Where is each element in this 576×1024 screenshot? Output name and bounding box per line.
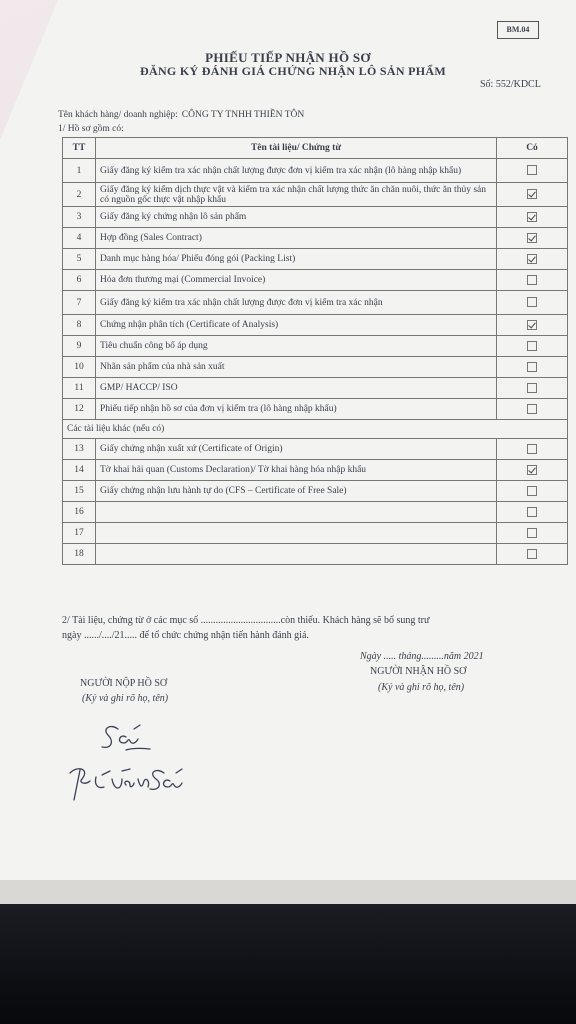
row-number: 1: [63, 159, 96, 183]
row-document-name: Chứng nhận phân tích (Certificate of Analysis): [96, 315, 497, 336]
table-row: [63, 544, 568, 565]
row-check-cell: [497, 228, 568, 249]
table-row: [63, 357, 568, 378]
document-checklist-table: [62, 137, 568, 565]
checkbox[interactable]: [527, 362, 537, 372]
table-row: [63, 315, 568, 336]
row-document-name: [96, 523, 497, 544]
receiver-sign-hint: (Ký và ghi rõ họ, tên): [378, 682, 465, 693]
other-docs-row: [63, 420, 568, 439]
table-row: [63, 523, 568, 544]
checkbox[interactable]: [527, 320, 537, 330]
date-line: Ngày ..... tháng.........năm 2021: [360, 651, 484, 662]
row-number: 13: [63, 439, 96, 460]
row-number: 16: [63, 502, 96, 523]
dossier-label: 1/ Hồ sơ gồm có:: [58, 124, 124, 134]
table-header-row: [63, 138, 568, 159]
table-row: [63, 481, 568, 502]
row-number: 10: [63, 357, 96, 378]
row-check-cell: [497, 460, 568, 481]
row-document-name: Hóa đơn thương mại (Commercial Invoice): [96, 270, 497, 291]
row-number: 12: [63, 399, 96, 420]
row-number: 14: [63, 460, 96, 481]
missing-items-note: 2/ Tài liệu, chứng từ ở các mục số ................................còn thiếu. Khách hàng sẽ bổ sung trư: [62, 615, 430, 626]
table-row: [63, 439, 568, 460]
row-check-cell: [497, 183, 568, 207]
header-name: Tên tài liệu/ Chứng từ: [96, 138, 497, 159]
receiver-title: NGƯỜI NHẬN HỒ SƠ: [370, 666, 467, 677]
row-check-cell: [497, 159, 568, 183]
row-number: 17: [63, 523, 96, 544]
table-row: [63, 270, 568, 291]
row-document-name: Tiêu chuẩn công bố áp dụng: [96, 336, 497, 357]
checkbox[interactable]: [527, 549, 537, 559]
row-document-name: Phiếu tiếp nhận hồ sơ của đơn vị kiểm tra (lô hàng nhập khẩu): [96, 399, 497, 420]
submitter-title: NGƯỜI NỘP HỒ SƠ: [80, 678, 168, 689]
row-document-name: Danh mục hàng hóa/ Phiếu đóng gói (Packing List): [96, 249, 497, 270]
row-document-name: [96, 544, 497, 565]
table-row: [63, 207, 568, 228]
checkbox[interactable]: [527, 297, 537, 307]
checkbox[interactable]: [527, 465, 537, 475]
document-subtitle: ĐĂNG KÝ ĐÁNH GIÁ CHỨNG NHẬN LÔ SẢN PHẨM: [140, 64, 446, 78]
row-check-cell: [497, 378, 568, 399]
row-number: 15: [63, 481, 96, 502]
row-document-name: [96, 502, 497, 523]
customer-line: [58, 110, 304, 120]
table-row: [63, 183, 568, 207]
row-number: 18: [63, 544, 96, 565]
row-number: 11: [63, 378, 96, 399]
table-row: [63, 336, 568, 357]
customer-label: Tên khách hàng/ doanh nghiệp:: [58, 110, 178, 120]
row-number: 4: [63, 228, 96, 249]
row-document-name: Nhãn sản phẩm của nhà sản xuất: [96, 357, 497, 378]
row-number: 6: [63, 270, 96, 291]
row-check-cell: [497, 502, 568, 523]
checkbox[interactable]: [527, 528, 537, 538]
row-document-name: Giấy chứng nhận lưu hành tự do (CFS – Certificate of Free Sale): [96, 481, 497, 502]
row-check-cell: [497, 336, 568, 357]
form-code: BM.04: [497, 21, 539, 39]
submitter-sign-hint: (Ký và ghi rõ họ, tên): [82, 693, 169, 704]
header-tt: TT: [63, 138, 96, 159]
document-number: Số: 552/KDCL: [480, 79, 541, 90]
checkbox[interactable]: [527, 404, 537, 414]
row-check-cell: [497, 249, 568, 270]
row-check-cell: [497, 291, 568, 315]
sheet-bottom-edge: [0, 880, 576, 904]
customer-value: CÔNG TY TNHH THIỀN TÔN: [181, 110, 305, 120]
row-check-cell: [497, 207, 568, 228]
checkbox[interactable]: [527, 444, 537, 454]
checkbox[interactable]: [527, 212, 537, 222]
row-document-name: Hợp đồng (Sales Contract): [96, 228, 497, 249]
table-row: [63, 378, 568, 399]
header-co: Có: [497, 138, 568, 159]
table-row: [63, 291, 568, 315]
row-number: 9: [63, 336, 96, 357]
row-check-cell: [497, 357, 568, 378]
table-row: [63, 159, 568, 183]
row-check-cell: [497, 481, 568, 502]
row-number: 7: [63, 291, 96, 315]
row-document-name: GMP/ HACCP/ ISO: [96, 378, 497, 399]
row-check-cell: [497, 399, 568, 420]
row-check-cell: [497, 523, 568, 544]
row-document-name: Giấy đăng ký kiểm tra xác nhận chất lượng được đơn vị kiểm tra xác nhận: [96, 291, 497, 315]
row-number: 3: [63, 207, 96, 228]
checkbox[interactable]: [527, 383, 537, 393]
row-document-name: Tờ khai hải quan (Customs Declaration)/ Tờ khai hàng hóa nhập khẩu: [96, 460, 497, 481]
supplement-date-note: ngày ....../..../21..... để tổ chức chứng nhận tiến hành đánh giá.: [62, 630, 309, 641]
row-check-cell: [497, 439, 568, 460]
row-document-name: Giấy chứng nhận xuất xứ (Certificate of Origin): [96, 439, 497, 460]
table-row: [63, 502, 568, 523]
row-document-name: Giấy đăng ký kiểm tra xác nhận chất lượng được đơn vị kiểm tra xác nhận (lô hàng nhập khẩu): [96, 159, 497, 183]
other-docs-label: Các tài liệu khác (nếu có): [63, 420, 568, 439]
table-row: [63, 399, 568, 420]
checkbox[interactable]: [527, 341, 537, 351]
checkbox[interactable]: [527, 233, 537, 243]
row-document-name: Giấy đăng ký kiểm dịch thực vật và kiểm tra xác nhận chất lượng thức ăn chăn nuôi, thức ăn thủy sản có nguồn gốc thực vật nhập khẩu: [96, 183, 497, 207]
checkbox[interactable]: [527, 165, 537, 175]
table-row: [63, 249, 568, 270]
background-dark-surface: [0, 900, 576, 1024]
row-check-cell: [497, 270, 568, 291]
handwritten-signature: [60, 715, 200, 805]
row-number: 2: [63, 183, 96, 207]
row-document-name: Giấy đăng ký chứng nhận lô sản phẩm: [96, 207, 497, 228]
row-number: 8: [63, 315, 96, 336]
checkbox[interactable]: [527, 254, 537, 264]
table-row: [63, 228, 568, 249]
checkbox[interactable]: [527, 486, 537, 496]
row-check-cell: [497, 544, 568, 565]
checkbox[interactable]: [527, 507, 537, 517]
checkbox[interactable]: [527, 275, 537, 285]
row-check-cell: [497, 315, 568, 336]
document-title: PHIẾU TIẾP NHẬN HỒ SƠ: [205, 50, 371, 65]
checkbox[interactable]: [527, 189, 537, 199]
table-row: [63, 460, 568, 481]
row-number: 5: [63, 249, 96, 270]
